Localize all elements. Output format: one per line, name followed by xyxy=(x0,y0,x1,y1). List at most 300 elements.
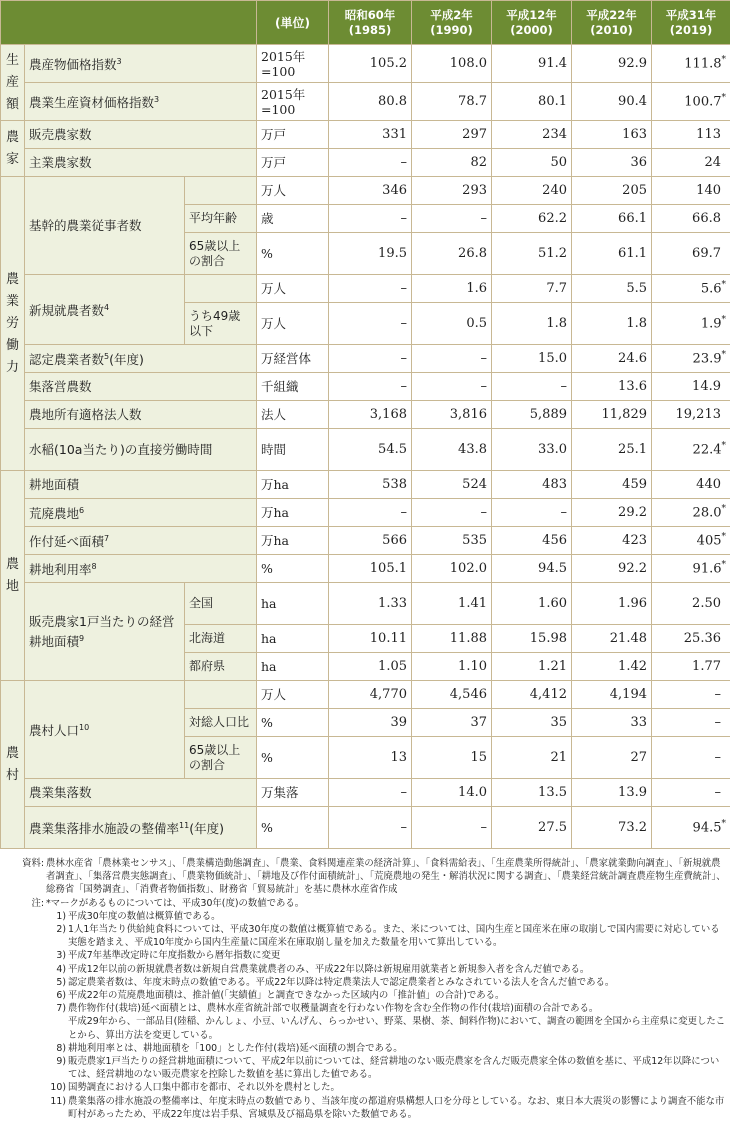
star-mark: * xyxy=(721,504,726,515)
table-row xyxy=(1,555,730,583)
value-cell xyxy=(492,303,572,345)
value-text: – xyxy=(400,281,407,296)
table-row xyxy=(1,401,730,429)
unit-cell: 万ha xyxy=(257,471,329,499)
unit-cell: 万集落 xyxy=(257,779,329,807)
unit-cell: ha xyxy=(257,583,329,625)
value-cell xyxy=(652,555,730,583)
value-cell xyxy=(412,555,492,583)
value-text: 1.21 xyxy=(538,659,567,674)
value-cell xyxy=(329,555,412,583)
row-sublabel: 対総人口比 xyxy=(185,709,257,737)
value-cell xyxy=(492,429,572,471)
value-text: 39 xyxy=(390,715,407,730)
value-text: 456 xyxy=(542,533,567,548)
value-cell xyxy=(492,527,572,555)
value-cell xyxy=(572,653,652,681)
note-number: 5) xyxy=(56,976,66,988)
value-text: 4,412 xyxy=(529,687,567,702)
table-row xyxy=(1,45,730,83)
row-label-text: 認定農業者数 xyxy=(29,352,105,368)
value-text: 69.7 xyxy=(692,246,721,261)
star-mark: * xyxy=(721,819,726,830)
row-label-text: 新規就農者数 xyxy=(29,303,105,319)
group-label: 農地 xyxy=(6,556,20,594)
unit-cell: % xyxy=(257,233,329,275)
row-sublabel-empty xyxy=(185,275,257,303)
note-number: 4) xyxy=(56,963,66,975)
value-text: 1.60 xyxy=(538,596,567,611)
value-text: 4,770 xyxy=(369,687,407,702)
value-text: 11,829 xyxy=(601,407,647,422)
value-cell xyxy=(492,807,572,849)
value-text: 15.0 xyxy=(538,351,567,366)
value-cell xyxy=(329,779,412,807)
value-text: 4,194 xyxy=(609,687,647,702)
value-cell xyxy=(412,373,492,401)
value-cell xyxy=(492,709,572,737)
value-text: 33 xyxy=(630,715,647,730)
unit-cell: ha xyxy=(257,625,329,653)
row-label xyxy=(25,681,185,779)
row-label xyxy=(25,555,257,583)
value-text: 5.5 xyxy=(626,281,647,296)
value-cell xyxy=(412,737,492,779)
row-label xyxy=(25,583,185,681)
value-text: 33.0 xyxy=(538,442,567,457)
row-label-text: 農地所有適格法人数 xyxy=(29,407,142,422)
row-label-text: 販売農家数 xyxy=(29,127,92,142)
value-text: 14.9 xyxy=(692,379,721,394)
row-label-text: 農業集落数 xyxy=(29,785,92,800)
star-mark: * xyxy=(721,350,726,361)
group-village xyxy=(1,681,25,849)
value-cell xyxy=(572,779,652,807)
footnote-ref: 6 xyxy=(79,506,85,516)
table-row xyxy=(1,527,730,555)
value-text: 21.48 xyxy=(609,631,647,646)
value-cell xyxy=(412,205,492,233)
value-cell xyxy=(412,583,492,625)
note-text: 農作物作付(栽培)延べ面積とは、農林水産省統計部で収穫量調査を行わない作物を含む全作物の作付(栽培)面積の合計である。 xyxy=(68,1003,599,1015)
unit-cell: 万人 xyxy=(257,681,329,709)
row-label xyxy=(25,373,257,401)
value-cell xyxy=(572,121,652,149)
note-text: 1人1年当たり供給純食料については、平成30年度の数値は概算値である。また、米については、国内生産と国産米在庫の取崩しで国内需要に対応している実態を踏まえ、平成10年度から国内生産量に国産米在庫取崩し量を加えた数量を用いて算出している。 xyxy=(68,924,720,949)
header-year-2000: 平成12年 (2000) xyxy=(492,1,572,45)
value-text: 538 xyxy=(382,477,407,492)
value-text: 440 xyxy=(696,477,721,492)
value-cell xyxy=(652,653,730,681)
value-text: 61.1 xyxy=(618,246,647,261)
source-note xyxy=(6,857,726,897)
note-number: 9) xyxy=(56,1056,66,1068)
footnote-ref: 7 xyxy=(104,534,110,544)
group-land xyxy=(1,471,25,681)
value-cell xyxy=(412,471,492,499)
value-cell xyxy=(412,401,492,429)
value-text: 91.4 xyxy=(538,56,567,71)
header-year-1985: 昭和60年 (1985) xyxy=(329,1,412,45)
unit-cell: % xyxy=(257,709,329,737)
value-cell xyxy=(492,177,572,205)
table-row xyxy=(1,373,730,401)
header-year-2019: 平成31年 (2019) xyxy=(652,1,730,45)
value-text: 15.98 xyxy=(529,631,567,646)
note-item xyxy=(6,1015,726,1041)
value-cell xyxy=(412,681,492,709)
value-text: 90.4 xyxy=(618,94,647,109)
value-text: 423 xyxy=(622,533,647,548)
value-cell xyxy=(329,429,412,471)
value-text: 11.88 xyxy=(449,631,487,646)
table-row xyxy=(1,345,730,373)
row-sublabel-empty xyxy=(185,177,257,205)
value-text: 27.5 xyxy=(538,820,567,835)
value-text: 73.2 xyxy=(618,820,647,835)
value-text: 21 xyxy=(550,750,567,765)
row-label-text: 荒廃農地 xyxy=(29,506,80,522)
row-sublabel: 65歳以上の割合 xyxy=(185,233,257,275)
note-number: 2) xyxy=(56,924,66,936)
value-text: 23.9 xyxy=(692,351,722,367)
row-label-text: 農業生産資材価格指数 xyxy=(29,95,155,111)
value-text: 1.9 xyxy=(700,316,722,332)
value-cell xyxy=(492,625,572,653)
value-text: 483 xyxy=(542,477,567,492)
unit-cell: 万経営体 xyxy=(257,345,329,373)
value-cell xyxy=(572,275,652,303)
value-cell xyxy=(572,373,652,401)
value-cell xyxy=(652,527,730,555)
note-number: 6) xyxy=(56,990,66,1002)
value-cell xyxy=(652,429,730,471)
value-cell xyxy=(572,45,652,83)
row-label-text: 耕地利用率 xyxy=(29,562,92,578)
value-text: 66.8 xyxy=(692,211,721,226)
source-label: 資料: xyxy=(22,858,44,869)
value-cell xyxy=(492,233,572,275)
table-row xyxy=(1,149,730,177)
value-text: 92.2 xyxy=(618,561,647,576)
value-cell xyxy=(572,345,652,373)
value-text: 1.10 xyxy=(458,659,487,674)
value-cell xyxy=(572,583,652,625)
value-cell xyxy=(572,471,652,499)
row-label xyxy=(25,807,257,849)
note-number: 8) xyxy=(56,1042,66,1054)
star-mark: * xyxy=(721,93,726,104)
value-cell xyxy=(412,625,492,653)
unit-cell: 歳 xyxy=(257,205,329,233)
value-text: 91.6 xyxy=(692,561,722,577)
value-cell xyxy=(329,471,412,499)
value-cell xyxy=(329,45,412,83)
value-cell xyxy=(652,499,730,527)
value-cell xyxy=(329,653,412,681)
value-text: – xyxy=(480,505,487,520)
value-text: 43.8 xyxy=(458,442,487,457)
row-label-text: 水稲(10a当たり)の直接労働時間 xyxy=(29,442,213,457)
table-row xyxy=(1,681,730,709)
value-text: 26.8 xyxy=(458,246,487,261)
value-cell xyxy=(492,471,572,499)
footnote-ref: 5 xyxy=(104,352,110,362)
value-cell xyxy=(572,205,652,233)
value-cell xyxy=(412,121,492,149)
value-cell xyxy=(652,149,730,177)
unit-cell: ha xyxy=(257,653,329,681)
value-text: 28.0 xyxy=(692,505,722,521)
value-cell xyxy=(492,681,572,709)
value-cell xyxy=(329,275,412,303)
unit-cell: 万戸 xyxy=(257,121,329,149)
row-label-suffix: (年度) xyxy=(109,352,144,368)
value-text: – xyxy=(400,379,407,394)
note-item xyxy=(6,1002,726,1015)
value-cell xyxy=(652,205,730,233)
value-text: – xyxy=(400,155,407,170)
value-text: 297 xyxy=(462,127,487,142)
row-sublabel: 都府県 xyxy=(185,653,257,681)
value-cell xyxy=(329,527,412,555)
value-cell xyxy=(492,583,572,625)
value-text: 15 xyxy=(470,750,487,765)
value-cell xyxy=(492,737,572,779)
star-mark: * xyxy=(721,280,726,291)
value-cell xyxy=(412,807,492,849)
value-cell xyxy=(412,233,492,275)
row-label-text: 販売農家1戸当たりの経営耕地面積 xyxy=(29,613,175,650)
value-text: 5,889 xyxy=(529,407,567,422)
value-cell xyxy=(572,527,652,555)
value-text: 80.1 xyxy=(538,94,567,109)
value-text: 5.6 xyxy=(700,281,722,297)
value-cell xyxy=(652,233,730,275)
value-cell xyxy=(652,303,730,345)
value-text: 234 xyxy=(542,127,567,142)
value-text: 27 xyxy=(630,750,647,765)
value-cell xyxy=(492,401,572,429)
value-text: – xyxy=(400,351,407,366)
row-label xyxy=(25,121,257,149)
value-cell xyxy=(652,709,730,737)
value-cell xyxy=(572,499,652,527)
value-cell xyxy=(572,401,652,429)
note-intro-text: *マークがあるものについては、平成30年(度)の数値である。 xyxy=(46,897,305,909)
row-label xyxy=(25,527,257,555)
value-text: – xyxy=(714,785,721,800)
unit-cell: % xyxy=(257,807,329,849)
value-cell xyxy=(652,345,730,373)
group-labor xyxy=(1,177,25,471)
value-text: 4,546 xyxy=(449,687,487,702)
row-label xyxy=(25,177,185,275)
row-sublabel: 平均年齢 xyxy=(185,205,257,233)
value-cell xyxy=(329,177,412,205)
value-text: 535 xyxy=(462,533,487,548)
unit-cell: 万ha xyxy=(257,527,329,555)
value-cell xyxy=(329,373,412,401)
note-number: 11) xyxy=(50,1095,66,1107)
value-text: 10.11 xyxy=(369,631,407,646)
note-text: 販売農家1戸当たりの経営耕地面積について、平成2年以前については、経営耕地のない販売農家を含んだ販売農家全体の数値を基に、平成12年以降については、経営耕地のない販売農家を控除した数値を基に算出した値である。 xyxy=(68,1056,720,1081)
value-text: – xyxy=(714,750,721,765)
value-cell xyxy=(412,177,492,205)
value-text: 51.2 xyxy=(538,246,567,261)
value-text: 108.0 xyxy=(449,56,487,71)
value-text: – xyxy=(400,505,407,520)
value-text: 1.42 xyxy=(618,659,647,674)
value-text: 459 xyxy=(622,477,647,492)
value-cell xyxy=(412,527,492,555)
unit-cell: 万ha xyxy=(257,499,329,527)
unit-cell: 時間 xyxy=(257,429,329,471)
note-item xyxy=(6,976,726,989)
value-text: 29.2 xyxy=(618,505,647,520)
value-text: 140 xyxy=(696,183,721,198)
value-cell xyxy=(652,807,730,849)
row-label xyxy=(25,499,257,527)
header-year-1990: 平成2年 (1990) xyxy=(412,1,492,45)
row-label xyxy=(25,779,257,807)
value-text: 22.4 xyxy=(692,442,722,458)
value-text: 62.2 xyxy=(538,211,567,226)
group-farmhouse xyxy=(1,121,25,177)
value-text: 293 xyxy=(462,183,487,198)
source-text: 農林水産省「農林業センサス」、「農業構造動態調査」、「農業、食料関連産業の経済計算」、「食料需給表」、「生産農業所得統計」、「農家就業動向調査」、「新規就農者調査」、「集落営農実態調査」、「農業物価統計」、「耕地及び作付面積統計」、「荒廃農地の発生・解消状況に関する調査」、「農業経営統計調査農産物生産費統計」、総務省「国勢調査」、「消費者物価指数」、財務省「貿易統計」を基に農林水産省作成 xyxy=(46,858,726,896)
group-label: 農業労働力 xyxy=(6,271,20,375)
row-label-text: 農産物価格指数 xyxy=(29,57,117,73)
value-text: 240 xyxy=(542,183,567,198)
value-text: 19,213 xyxy=(675,407,721,422)
note-text: 平成22年の荒廃農地面積は、推計値(「実績値」と調査できなかった区域内の「推計値」の合計)である。 xyxy=(68,990,505,1002)
unit-cell: 万人 xyxy=(257,275,329,303)
value-text: 111.8 xyxy=(684,56,722,72)
row-sublabel: 北海道 xyxy=(185,625,257,653)
unit-cell: % xyxy=(257,555,329,583)
value-text: – xyxy=(480,379,487,394)
note-text: 国勢調査における人口集中都市を都市、それ以外を農村とした。 xyxy=(68,1082,340,1094)
row-label-text: 耕地面積 xyxy=(29,477,80,492)
footnote-ref: 4 xyxy=(104,303,110,313)
footnote-ref: 8 xyxy=(91,562,97,572)
value-cell xyxy=(492,373,572,401)
value-text: 7.7 xyxy=(546,281,567,296)
value-text: 19.5 xyxy=(378,246,407,261)
value-cell xyxy=(412,83,492,121)
group-production xyxy=(1,45,25,121)
unit-cell: 千組織 xyxy=(257,373,329,401)
value-cell xyxy=(572,149,652,177)
value-cell xyxy=(412,429,492,471)
row-sublabel: 65歳以上の割合 xyxy=(185,737,257,779)
value-cell xyxy=(412,149,492,177)
value-cell xyxy=(492,779,572,807)
table-row xyxy=(1,499,730,527)
footnote-ref: 3 xyxy=(116,57,122,67)
value-cell xyxy=(652,471,730,499)
row-label-text: 農業集落排水施設の整備率 xyxy=(29,821,180,837)
value-cell xyxy=(572,429,652,471)
value-cell xyxy=(572,681,652,709)
value-cell xyxy=(412,303,492,345)
value-text: – xyxy=(400,785,407,800)
row-label-suffix: (年度) xyxy=(189,821,224,837)
footnote-ref: 11 xyxy=(179,821,190,831)
value-cell xyxy=(412,499,492,527)
value-text: 0.5 xyxy=(466,316,487,331)
value-text: 100.7 xyxy=(684,94,722,110)
value-text: 1.41 xyxy=(458,596,487,611)
footnote-ref: 10 xyxy=(79,723,90,733)
note-item xyxy=(6,989,726,1002)
value-cell xyxy=(572,177,652,205)
value-text: 405 xyxy=(696,533,722,549)
note-item xyxy=(6,949,726,962)
unit-cell: % xyxy=(257,737,329,779)
value-cell xyxy=(329,233,412,275)
value-text: 94.5 xyxy=(538,561,567,576)
note-item xyxy=(6,1095,726,1121)
value-text: 105.1 xyxy=(369,561,407,576)
table-row xyxy=(1,807,730,849)
star-mark: * xyxy=(721,55,726,66)
value-cell xyxy=(652,83,730,121)
group-label: 農村 xyxy=(6,745,20,783)
row-label xyxy=(25,401,257,429)
value-text: 346 xyxy=(382,183,407,198)
value-text: – xyxy=(560,379,567,394)
value-text: 2.50 xyxy=(692,596,721,611)
row-label-text: 作付延べ面積 xyxy=(29,534,105,550)
row-label xyxy=(25,345,257,373)
value-cell xyxy=(329,83,412,121)
value-text: 1.8 xyxy=(546,316,567,331)
value-cell xyxy=(652,779,730,807)
row-label-text: 農村人口 xyxy=(29,723,80,739)
value-cell xyxy=(329,149,412,177)
note-item xyxy=(6,1055,726,1081)
value-cell xyxy=(652,583,730,625)
value-cell xyxy=(329,681,412,709)
unit-cell: 2015年=100 xyxy=(257,45,329,83)
header-corner xyxy=(1,1,257,45)
value-cell xyxy=(329,737,412,779)
value-cell xyxy=(572,807,652,849)
value-cell xyxy=(329,709,412,737)
value-text: 25.36 xyxy=(683,631,721,646)
star-mark: * xyxy=(721,441,726,452)
value-text: 36 xyxy=(630,155,647,170)
header-unit: (単位) xyxy=(257,1,329,45)
value-cell xyxy=(412,275,492,303)
value-text: 54.5 xyxy=(378,442,407,457)
value-cell xyxy=(572,625,652,653)
value-cell xyxy=(329,401,412,429)
value-cell xyxy=(572,737,652,779)
value-text: – xyxy=(400,211,407,226)
row-label xyxy=(25,45,257,83)
value-cell xyxy=(652,681,730,709)
value-cell xyxy=(492,83,572,121)
table-header-row xyxy=(1,1,730,45)
value-text: – xyxy=(560,505,567,520)
footnote-ref: 9 xyxy=(79,633,85,643)
value-cell xyxy=(329,345,412,373)
value-cell xyxy=(412,779,492,807)
note-item xyxy=(6,963,726,976)
